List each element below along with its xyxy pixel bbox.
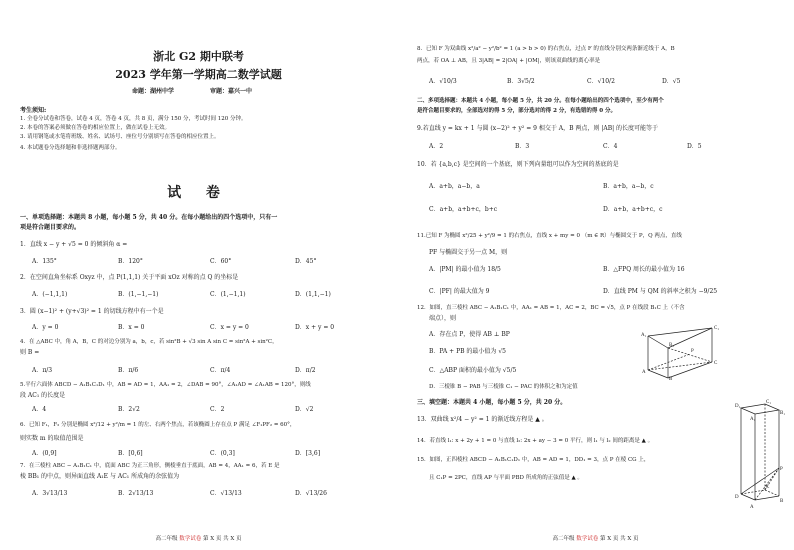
label-p-sq: P [780, 467, 783, 472]
label-b1: B₁ [669, 343, 675, 348]
q8-option-d: D．√5 [662, 78, 681, 85]
q6-option-c: C．(0,3] [210, 450, 235, 457]
q11-option-c: C．|PF| 的最大值为 9 [429, 288, 490, 295]
question-5-cont: 段 AC₁ 的长度是 [20, 392, 66, 399]
q4-option-b: B．π/6 [118, 367, 139, 374]
footer-page: 第 X 页 共 X 页 [201, 536, 242, 542]
label-d1: D₁ [735, 404, 741, 409]
question-6: 6．已知 F₁，F₂ 分别是椭圆 x²/12 + y²/m = 1 的左、右两个焦点，若该椭圆上存在点 P 满足 ∠F₁PF₂ = 60°， [20, 422, 296, 428]
notice-3: 3. 请用钢笔或水笔将班级、姓名、试场号、座位号分别填写在答卷的相应位置上。 [20, 134, 220, 140]
q7-option-b: B．2√13/13 [118, 490, 154, 497]
question-1: 1．直线 x − y + √5 = 0 的倾斜角 α = [20, 241, 128, 248]
q5-option-b: B．2√2 [118, 406, 140, 413]
q6-option-b: B．[0,6] [118, 450, 143, 457]
question-6-cont: 则实数 m 的取值范围是 [20, 435, 84, 442]
question-10: 10．若 {a,b,c} 是空间的一个基底，则下列向量组可以作为空间的基底的是 [417, 161, 619, 168]
q3-option-d: D．x + y = 0 [295, 324, 335, 331]
q1-option-a: A．135° [32, 258, 57, 265]
question-3: 3．圆 (x−1)² + (y+√3)² = 1 的切线方程中有一个是 [20, 308, 164, 315]
triangular-prism-diagram [640, 318, 730, 380]
notice-2: 2. 本卷的答案必须做在答卷的相应位置上，做在试卷上无效。 [20, 125, 170, 131]
q9-option-d: D．5 [687, 143, 702, 150]
q5-option-c: C．2 [210, 406, 225, 413]
proposer: 命题：湖州中学 [132, 88, 175, 95]
label-a-sq: A [750, 505, 754, 510]
q11-option-a: A．|PM| 的最小值为 18/5 [429, 266, 501, 273]
question-13: 13．双曲线 x²/4 − y² = 1 的渐近线方程是 ▲ 。 [417, 416, 548, 423]
q10-option-b: B．a+b，a−b，c [603, 183, 654, 190]
footer-subject: 数学试卷 [179, 536, 202, 542]
section2-heading-cont: 是符合题目要求的，全部选对的得 5 分，部分选对的得 2 分，有选错的得 0 分。 [417, 108, 616, 114]
label-a: A [642, 370, 646, 375]
question-12-cont: 端点），则 [429, 315, 457, 322]
q8-option-a: A．√10/3 [429, 78, 457, 85]
q9-option-a: A．2 [429, 143, 444, 150]
question-5: 5.平行六面体 ABCD − A₁B₁C₁D₁ 中，AB = AD = 1，AA₁ = 2，∠DAB = 90°，∠A₁AD = ∠A₁AB = 120°，则线 [20, 382, 311, 388]
question-2: 2．在空间直角坐标系 Oxyz 中，点 P(1,1,1) 关于平面 xOz 对称的点 Q 的坐标是 [20, 274, 239, 281]
notice-4: 4. 本试题卷分选择题和非选择题两部分。 [20, 145, 121, 151]
q8-option-c: C．√10/2 [587, 78, 615, 85]
question-8: 8．已知 F 为双曲线 x²/a² − y²/b² = 1 (a > b > 0) 的右焦点，过点 F 的直线分别交两条渐近线于 A，B [417, 46, 675, 52]
q10-option-c: C．a+b，a+b+c，b+c [429, 206, 498, 213]
reviewer: 审题：嘉兴一中 [210, 88, 253, 95]
section3-heading: 三、填空题：本题共 4 小题，每小题 5 分，共 20 分。 [417, 399, 567, 406]
q6-option-d: D．[3,6] [295, 450, 321, 457]
q4-option-c: C．π/4 [210, 367, 231, 374]
question-14: 14．若直线 l₁: x + 2y + 1 = 0 与直线 l₂: 2x + ay − 3 = 0 平行，则 l₁ 与 l₂ 间的距离是 ▲ 。 [417, 438, 654, 444]
exam-series-title: 浙北 G2 期中联考 [153, 50, 244, 63]
q7-option-a: A．3√13/13 [32, 490, 68, 497]
q1-option-c: C．60° [210, 258, 232, 265]
q12-option-d: D．三棱锥 B − PAB 与三棱锥 C₁ − PAC 的体积之和为定值 [429, 384, 578, 390]
exam-subject-title: 2023 学年第一学期高二数学试题 [115, 68, 282, 81]
label-a1-sq: A₁ [750, 417, 756, 422]
q12-option-a: A．存在点 P，使得 AB ⊥ BP [429, 331, 510, 338]
q7-option-c: C．√13/13 [210, 490, 242, 497]
q4-option-d: D．π/2 [295, 367, 316, 374]
footer-grade: 高二年级 [155, 536, 180, 542]
q6-option-a: A．(0,9] [32, 450, 57, 457]
exam-heading: 试 卷 [167, 185, 230, 201]
q2-option-c: C．(1,−1,1) [210, 291, 246, 298]
right-page [397, 0, 794, 550]
label-c1: C₁ [714, 326, 720, 331]
q10-option-d: D．a+b，a+b+c，c [603, 206, 663, 213]
q4-option-a: A．π/3 [32, 367, 53, 374]
label-a1: A₁ [641, 333, 647, 338]
section1-heading-cont: 项是符合题目要求的。 [20, 224, 81, 231]
label-b1-sq: B₁ [780, 411, 785, 416]
label-c1-sq: C₁ [766, 400, 772, 405]
q10-option-a: A．a+b，a−b，a [429, 183, 480, 190]
question-9: 9.若直线 y = kx + 1 与圆 (x−2)² + y² = 9 相交于 A，B 两点，则 |AB| 的长度可能等于 [417, 125, 659, 132]
q2-option-b: B．(1,−1,−1) [118, 291, 159, 298]
question-11-cont: PF 与椭圆交于另一点 M，则 [429, 249, 508, 256]
q5-option-a: A．4 [32, 406, 47, 413]
left-page-footer [0, 534, 397, 542]
label-c: C [714, 361, 718, 366]
q12-option-b: B．PA + PB 的最小值为 √5 [429, 348, 506, 355]
label-d-sq: D [735, 495, 739, 500]
footer-page: 第 X 页 共 X 页 [598, 536, 639, 542]
q11-option-b: B．△FPQ 周长的最小值为 16 [603, 266, 685, 273]
right-page-footer [397, 534, 794, 542]
footer-grade: 高二年级 [552, 536, 577, 542]
q5-option-d: D．√2 [295, 406, 314, 413]
notice-title: 考生须知: [20, 107, 47, 114]
square-prism-diagram [735, 398, 785, 510]
q9-option-c: C．4 [603, 143, 618, 150]
q9-option-b: B．3 [515, 143, 530, 150]
q12-option-c: C．△ABP 面积的最小值为 √5/5 [429, 367, 517, 374]
section1-heading: 一、单项选择题：本题共 8 小题，每小题 5 分，共 40 分。在每小题给出的四个选项中，只有一 [20, 214, 278, 221]
q11-option-d: D．直线 PM 与 QM 的斜率之积为 −9/25 [603, 288, 718, 295]
q3-option-b: B．x = 0 [118, 324, 145, 331]
question-15-cont: 且 C₁P = 2PC，直线 AP 与平面 PBD 所成角的正弦值是 ▲ 。 [429, 475, 583, 481]
question-15: 15．如图，正四棱柱 ABCD − A₁B₁C₁D₁ 中，AB = AD = 1，DD₁ = 3，点 P 在棱 CG 上， [417, 457, 650, 463]
label-c-sq: C [766, 485, 770, 490]
q2-option-a: A．(−1,1,1) [32, 291, 68, 298]
label-b: B [669, 377, 673, 380]
question-11: 11.已知 F 为椭圆 x²/25 + y²/9 = 1 的右焦点，直线 x + my = 0 （m ∈ R）与椭圆交于 P，Q 两点，直线 [417, 233, 682, 239]
q3-option-a: A．y = 0 [32, 324, 59, 331]
question-7-cont: 棱 BB₁ 的中点，则异面直线 A₁E 与 AC₁ 所成角的余弦值为 [20, 473, 180, 480]
question-4: 4．在 △ABC 中，角 A，B，C 的对边分别为 a，b，c，若 sin²B + √3 sin A sin C = sin²A + sin²C， [20, 339, 278, 345]
question-4-cont: 则 B = [20, 349, 40, 356]
notice-1: 1. 全卷分试卷和答卷，试卷 4 页，答卷 4 页，共 8 页，满分 150 分，考试时间 120 分钟。 [20, 116, 247, 122]
label-p: P [691, 349, 694, 354]
question-8-cont: 两点，若 OA ⊥ AB，且 3|AB| = 2|OA| + |OM|，则该双曲线的离心率是 [417, 58, 601, 64]
q2-option-d: D．(1,1,−1) [295, 291, 331, 298]
footer-subject: 数学试卷 [576, 536, 599, 542]
q8-option-b: B．3√5/2 [507, 78, 535, 85]
q7-option-d: D．√13/26 [295, 490, 327, 497]
question-7: 7．在三棱柱 ABC − A₁B₁C₁ 中，底面 ABC 为正三角形，侧棱垂直于底面，AB = 4，AA₁ = 6，若 E 是 [20, 463, 280, 469]
q1-option-b: B．120° [118, 258, 143, 265]
section2-heading: 二、多项选择题：本题共 4 小题，每小题 5 分，共 20 分。在每小题给出的四个选项中，至少有两个 [417, 98, 664, 104]
q3-option-c: C．x = y = 0 [210, 324, 249, 331]
q1-option-d: D．45° [295, 258, 317, 265]
label-b-sq: B [780, 499, 784, 504]
question-12: 12．如图，直三棱柱 ABC − A₁B₁C₁ 中，AA₁ = AB = 1，AC = 2，BC = √5，点 P 在线段 B₁C 上（不含 [417, 305, 685, 311]
